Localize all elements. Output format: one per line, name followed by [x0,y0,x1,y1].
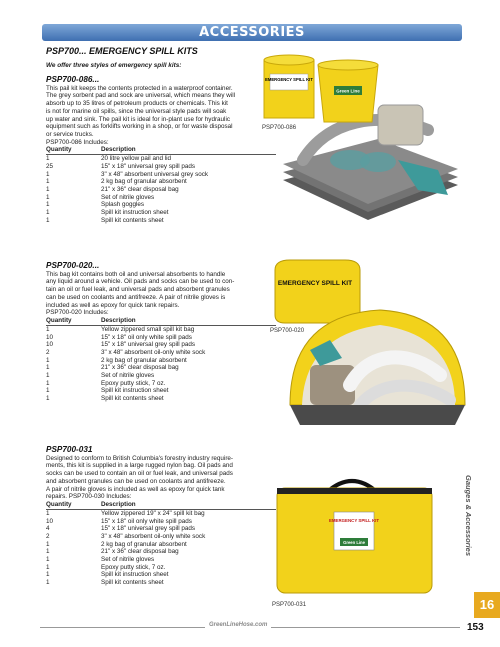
qty-cell: 1 [46,563,50,571]
table-row [46,518,276,526]
table-row [46,548,276,556]
desc-cell: Epoxy putty stick, 7 oz. [101,379,166,387]
page-title [46,46,198,56]
bag-large-brand-text: Green Line [343,540,365,545]
qty-cell: 1 [46,395,50,403]
table-row [46,178,276,186]
qty-cell: 1 [46,372,50,380]
table-row [46,341,276,349]
desc-cell: 15" x 18" oil only white spill pads [101,333,192,341]
desc-line: equipment such as forklifts working in a shop, or for waste disposal [46,123,233,131]
table-row [46,186,276,194]
qty-cell: 2 [46,348,50,356]
desc-cell: 15" x 18" universal grey spill pads [101,163,196,171]
table-row [46,571,276,579]
kit-section-031 [46,446,276,587]
quantity-header: Quantity [46,146,72,154]
table-row [46,155,276,163]
qty-cell: 1 [46,325,50,333]
page-number: 153 [467,622,484,633]
desc-cell: Yellow zippered small spill kit bag [101,325,195,333]
desc-line: This bag kit contains both oil and universal absorbents to handle [46,270,226,278]
desc-cell: Spill kit contents sheet [101,579,164,587]
table-row [46,525,276,533]
qty-cell: 1 [46,579,50,587]
desc-cell: 21" x 36" clear disposal bag [101,364,179,372]
qty-cell: 1 [46,387,50,395]
desc-cell: 15" x 18" universal grey spill pads [101,341,196,349]
desc-cell: Yellow zippered 19" x 24" spill kit bag [101,509,205,517]
table-row [46,201,276,209]
table-row [46,579,276,587]
table-row [46,349,276,357]
kit-section-086 [46,76,276,225]
side-section-label: Gauges & Accessories [464,475,473,557]
desc-cell: 2 kg bag of granular absorbent [101,540,187,548]
desc-cell: 21" x 36" clear disposal bag [101,548,179,556]
qty-cell: 10 [46,517,54,525]
desc-cell: Set of nitrile gloves [101,556,155,564]
desc-line: socks can be used to contain an oil or fuel leak, and universal pads [46,470,233,478]
desc-line: tain an oil or fuel leak, and universal pads and absorbent granules [46,286,230,294]
pail-label-text: EMERGENCY SPILL KIT [265,77,313,82]
desc-line: absorb up to 35 litres of petroleum products or chemicals. This kit [46,100,228,108]
description-header: Description [101,500,136,508]
desc-line: is not for marine oil spills, since the universal style pads will soak [46,107,227,115]
qty-cell: 1 [46,540,50,548]
kit-title: PSP700-020... [46,261,100,270]
qty-cell: 10 [46,341,54,349]
table-row [46,163,276,171]
caption-bag-small: PSP700-020 [270,328,305,334]
desc-line: repairs. PSP700-030 Includes: [46,493,132,501]
qty-cell: 1 [46,201,50,209]
kit-description [46,271,276,317]
desc-cell: Spill kit instruction sheet [101,387,169,395]
table-header [46,501,276,510]
desc-line: Designed to conform to British Columbia's forestry industry require- [46,454,234,462]
qty-cell: 1 [46,379,50,387]
qty-cell: 4 [46,525,50,533]
includes-line: PSP700-086 Includes: [46,138,109,146]
quantity-header: Quantity [46,500,72,508]
desc-cell: Spill kit contents sheet [101,395,164,403]
qty-cell: 1 [46,571,50,579]
kit-section-020 [46,262,276,403]
intro-text: We offer three styles of emergency spill kits: [46,62,182,69]
qty-cell: 1 [46,356,50,364]
desc-line: included as well as epoxy for quick tank repairs. [46,301,180,309]
desc-cell: 2 kg bag of granular absorbent [101,356,187,364]
desc-cell: Set of nitrile gloves [101,372,155,380]
table-row [46,357,276,365]
title-code: PSP700... [46,46,87,56]
table-row [46,380,276,388]
table-row [46,541,276,549]
section-banner: ACCESSORIES [42,24,462,41]
desc-cell: 20 litre yellow pail and lid [101,155,172,163]
desc-cell: Splash goggles [101,201,145,209]
qty-cell: 1 [46,193,50,201]
desc-line: and absorbent granules can be used on coolants and antifreeze. [46,477,226,485]
includes-line: PSP700-020 Includes: [46,309,109,317]
kit-description [46,455,276,501]
qty-cell: 1 [46,556,50,564]
qty-cell: 1 [46,186,50,194]
description-header: Description [101,316,136,324]
desc-cell: Spill kit instruction sheet [101,209,169,217]
table-row [46,194,276,202]
desc-line: can be used on coolants and antifreeze. A pair of nitrile gloves is [46,293,226,301]
table-row [46,209,276,217]
desc-cell: 3" x 48" absorbent oil-only white sock [101,532,206,540]
desc-cell: 15" x 18" oil only white spill pads [101,517,192,525]
brand-label-text: Green Line [336,88,360,94]
table-row [46,533,276,541]
desc-cell: Epoxy putty stick, 7 oz. [101,563,166,571]
desc-line: or service trucks. [46,130,94,138]
desc-line: ments, this kit is supplied in a large rugged nylon bag. Oil pads and [46,462,233,470]
desc-line: A pair of nitrile gloves is included as well as epoxy for quick tank [46,485,225,493]
qty-cell: 10 [46,333,54,341]
desc-line: This pail kit keeps the contents protected in a waterproof container. [46,84,233,92]
table-row [46,556,276,564]
table-row [46,364,276,372]
kit-title: PSP700-086... [46,75,100,84]
desc-cell: Spill kit instruction sheet [101,571,169,579]
title-rest: EMERGENCY SPILL KITS [86,46,198,56]
kit-description [46,85,276,147]
qty-cell: 2 [46,532,50,540]
table-row [46,217,276,225]
desc-cell: 15" x 18" universal grey spill pads [101,525,196,533]
quantity-header: Quantity [46,316,72,324]
table-row [46,387,276,395]
table-row [46,395,276,403]
table-row [46,564,276,572]
caption-pail: PSP700-086 [262,125,297,131]
desc-cell: 2 kg bag of granular absorbent [101,178,187,186]
qty-cell: 1 [46,216,50,224]
caption-bag-large: PSP700-031 [272,602,307,608]
desc-cell: 3" x 48" absorbent universal grey sock [101,170,209,178]
table-row [46,372,276,380]
desc-cell: 21" x 36" clear disposal bag [101,186,179,194]
qty-cell: 1 [46,178,50,186]
table-row [46,510,276,518]
qty-cell: 1 [46,209,50,217]
desc-cell: Spill kit contents sheet [101,216,164,224]
table-header [46,317,276,326]
qty-cell: 1 [46,364,50,372]
desc-cell: 3" x 48" absorbent oil-only white sock [101,348,206,356]
qty-cell: 1 [46,509,50,517]
table-row [46,171,276,179]
chapter-tab: 16 [474,592,500,618]
qty-cell: 1 [46,155,50,163]
table-header [46,146,276,155]
qty-cell: 25 [46,163,54,171]
large-bag-photo [272,470,442,600]
desc-line: The grey sorbent pad and sock are universal, which means they will [46,92,236,100]
bag-kit-photo [270,255,470,440]
desc-line: up water and sink. The pail kit is ideal for in-plant use for hydraulic [46,115,230,123]
table-row [46,326,276,334]
kit-title: PSP700-031 [46,445,93,454]
bag-large-label-text: EMERGENCY SPILL KIT [328,518,380,523]
bag-small-label-text: EMERGENCY SPILL KIT [277,280,353,287]
pail-kit-photo [258,50,463,230]
desc-cell: Set of nitrile gloves [101,193,155,201]
qty-cell: 1 [46,170,50,178]
qty-cell: 1 [46,548,50,556]
table-row [46,334,276,342]
description-header: Description [101,146,136,154]
footer-url: GreenLineHose.com [205,622,271,628]
desc-line: any liquid around a vehicle. Oil pads and socks can be used to con- [46,278,235,286]
